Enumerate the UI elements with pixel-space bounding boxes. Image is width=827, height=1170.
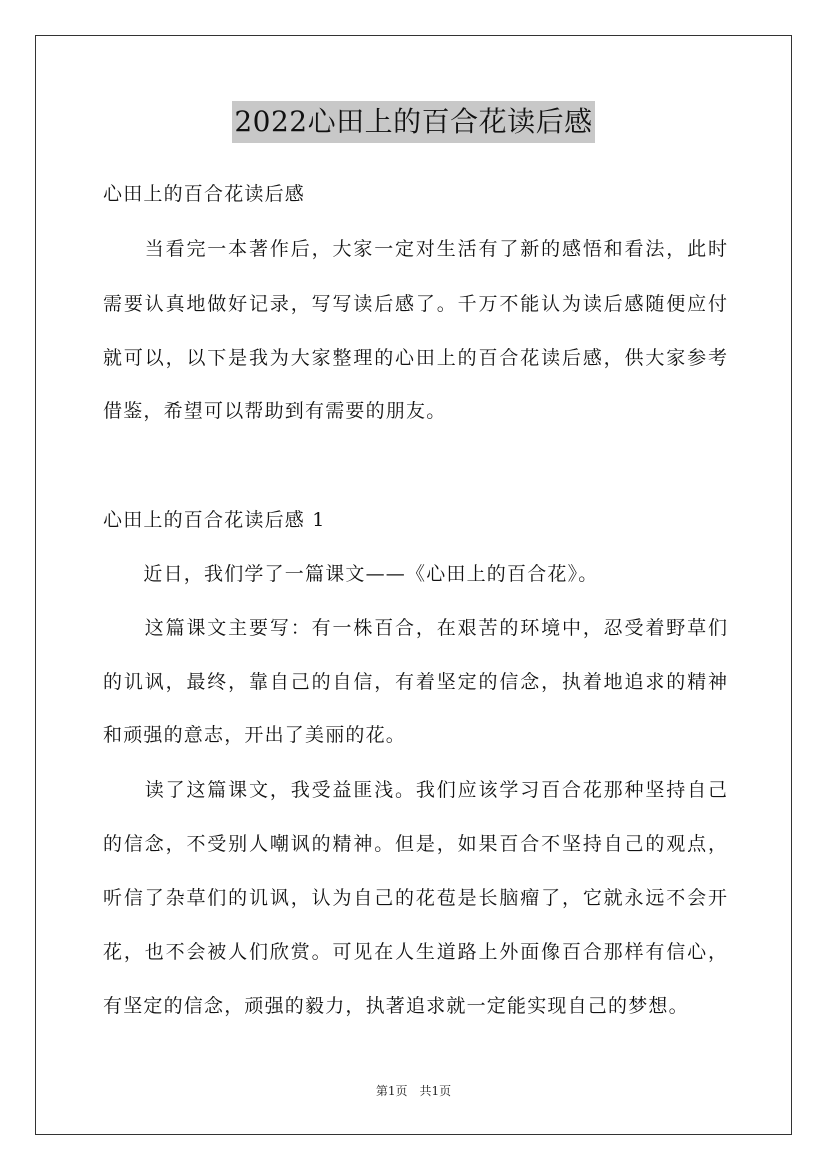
paragraph-line: 近日，我们学了一篇课文——《心田上的百合花》。 — [103, 563, 599, 585]
paragraph-line: 需要认真地做好记录，写写读后感了。千万不能认为读后感随便应付 — [103, 293, 727, 315]
section-heading: 心田上的百合花读后感 1 — [103, 509, 326, 531]
paragraph-line: 当看完一本著作后，大家一定对生活有了新的感悟和看法，此时 — [103, 238, 727, 260]
paragraph-line: 读了这篇课文，我受益匪浅。我们应该学习百合花那种坚持自己 — [103, 779, 727, 801]
paragraph-line: 花，也不会被人们欣赏。可见在人生道路上外面像百合那样有信心， — [103, 941, 727, 963]
page-footer — [0, 1083, 827, 1099]
paragraph-line: 听信了杂草们的讥讽，认为自己的花苞是长脑瘤了，它就永远不会开 — [103, 887, 727, 909]
paragraph-line: 的信念，不受别人嘲讽的精神。但是，如果百合不坚持自己的观点， — [103, 833, 727, 855]
intro-heading: 心田上的百合花读后感 — [103, 183, 306, 205]
page-number: 第1页 — [375, 1084, 408, 1098]
paragraph-line: 和顽强的意志，开出了美丽的花。 — [103, 724, 407, 746]
paragraph-line: 就可以，以下是我为大家整理的心田上的百合花读后感，供大家参考 — [103, 347, 727, 369]
document-title: 2022心田上的百合花读后感 — [232, 101, 594, 143]
paragraph-line: 的讥讽，最终，靠自己的自信，有着坚定的信念，执着地追求的精神 — [103, 671, 727, 693]
page-total: 共1页 — [419, 1084, 452, 1098]
title-container — [0, 101, 827, 143]
paragraph-line: 借鉴，希望可以帮助到有需要的朋友。 — [103, 400, 447, 422]
paragraph-line: 有坚定的信念，顽强的毅力，执著追求就一定能实现自己的梦想。 — [103, 995, 689, 1017]
paragraph-line: 这篇课文主要写：有一株百合，在艰苦的环境中，忍受着野草们 — [103, 617, 727, 639]
